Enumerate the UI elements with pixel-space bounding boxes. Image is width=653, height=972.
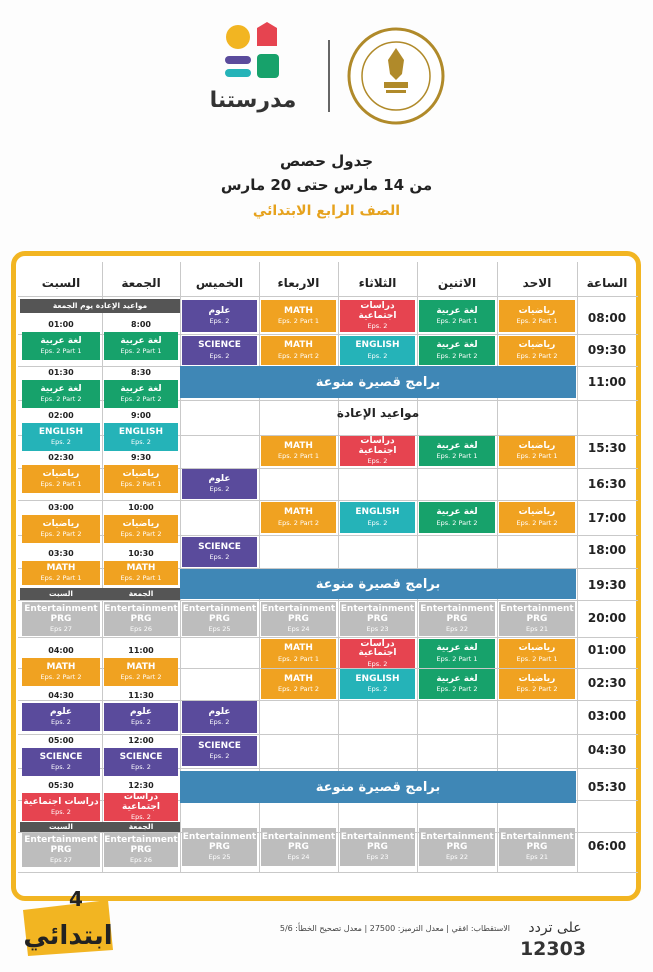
cell-episode: Eps. 2 Part 1 xyxy=(436,452,478,461)
cell-title: SCIENCE xyxy=(119,751,163,762)
cell-title: MATH xyxy=(126,661,156,672)
schedule-cell xyxy=(182,336,257,365)
entertainment-cell xyxy=(104,602,178,636)
grade-badge xyxy=(18,880,118,960)
cell-episode: Eps. 2 xyxy=(367,685,388,694)
schedule-cell xyxy=(499,300,575,332)
cell-episode: Eps 21 xyxy=(526,853,548,862)
cell-episode: Eps. 2 Part 2 xyxy=(278,351,319,360)
time-label: 01:00 xyxy=(587,643,627,657)
cell-episode: Eps. 2 Part 1 xyxy=(278,317,319,326)
cell-title: علوم xyxy=(208,706,231,717)
schedule-cell xyxy=(499,502,575,533)
cell-title: رياضيات xyxy=(518,507,556,518)
time-label: 06:00 xyxy=(587,839,627,853)
friday-bar: الجمعة xyxy=(102,822,180,832)
cell-episode: Eps 23 xyxy=(366,625,389,634)
replay-time: 03:30 xyxy=(48,549,74,558)
replay-time: 9:30 xyxy=(131,453,151,462)
column-header: الثلاثاء xyxy=(358,276,397,290)
cell-episode: Eps 23 xyxy=(366,853,389,862)
cell-title: ENGLISH xyxy=(38,426,84,437)
column-header: الساعة xyxy=(586,276,628,290)
schedule-cell xyxy=(104,658,178,686)
cell-episode: Eps. 2 Part 1 xyxy=(516,654,558,663)
schedule-cell xyxy=(419,436,495,466)
broadcast-info: الاستقطاب: افقي | معدل الترميز: 27500 | معدل تصحيح الخطأ: 5/6 xyxy=(279,924,510,933)
time-label: 20:00 xyxy=(587,611,627,625)
cell-episode: Eps. 2 Part 1 xyxy=(516,452,558,461)
cell-episode: Eps. 2 Part 2 xyxy=(436,685,478,694)
cell-episode: Eps. 2 xyxy=(131,763,151,772)
schedule-cell xyxy=(182,300,257,332)
replay-time: 11:00 xyxy=(128,646,154,655)
cell-title: رياضيات xyxy=(518,440,556,451)
entertainment-cell xyxy=(499,602,575,636)
schedule-cell xyxy=(419,669,495,699)
cell-title: دراسات اجتماعية xyxy=(122,792,160,812)
cell-episode: Eps. 2 Part 1 xyxy=(120,574,162,583)
grid-line xyxy=(18,872,638,873)
entertainment-cell xyxy=(182,828,257,866)
cell-episode: Eps. 2 Part 1 xyxy=(516,317,558,326)
grid-line xyxy=(18,700,638,701)
grade-number: 4 xyxy=(69,887,83,911)
ministry-seal-icon xyxy=(346,26,446,126)
cell-title: Entertainment PRG xyxy=(24,835,98,855)
schedule-cell xyxy=(182,469,257,499)
grid-line xyxy=(18,500,638,501)
replay-time: 05:00 xyxy=(48,736,74,745)
cell-episode: Eps. 2 Part 1 xyxy=(436,654,478,663)
schedule-cell xyxy=(22,561,100,585)
cell-episode: Eps. 2 Part 2 xyxy=(278,518,319,527)
cell-title: MATH xyxy=(284,340,313,351)
cell-title: لغة عربية xyxy=(436,507,478,518)
cell-title: Entertainment PRG xyxy=(24,604,98,624)
cell-title: MATH xyxy=(126,562,156,573)
time-label: 11:00 xyxy=(587,375,627,389)
cell-episode: Eps. 2 Part 1 xyxy=(278,452,319,461)
short-programs-band: برامج قصيرة منوعة xyxy=(180,771,576,803)
schedule-cell xyxy=(419,300,495,332)
time-label: 02:30 xyxy=(587,676,627,690)
replay-time: 02:30 xyxy=(48,453,74,462)
cell-title: علوم xyxy=(129,706,153,717)
cell-title: علوم xyxy=(49,706,73,717)
cell-episode: Eps 26 xyxy=(130,625,152,634)
cell-episode: Eps. 2 Part 2 xyxy=(120,395,162,404)
cell-episode: Eps. 2 xyxy=(51,438,71,447)
cell-title: رياضيات xyxy=(42,468,80,479)
short-programs-band: برامج قصيرة منوعة xyxy=(180,569,576,599)
entertainment-cell xyxy=(340,602,415,636)
entertainment-cell xyxy=(182,602,257,636)
entertainment-cell xyxy=(22,833,100,867)
short-programs-band: برامج قصيرة منوعة xyxy=(180,366,576,398)
cell-episode: Eps. 2 Part 2 xyxy=(516,351,558,360)
cell-title: دراسات اجتماعية xyxy=(23,796,99,807)
schedule-cell xyxy=(104,748,178,776)
schedule-cell xyxy=(261,669,336,699)
schedule-cell xyxy=(340,436,415,466)
replay-time: 11:30 xyxy=(128,691,154,700)
schedule-cell xyxy=(104,561,178,585)
cell-episode: Eps. 2 Part 2 xyxy=(40,395,82,404)
replay-time: 02:00 xyxy=(48,411,74,420)
replay-time: 12:30 xyxy=(128,781,154,790)
cell-title: لغة عربية xyxy=(120,335,162,346)
schedule-cell xyxy=(340,669,415,699)
schedule-cell xyxy=(22,380,100,408)
cell-episode: Eps. 2 xyxy=(209,317,230,326)
cell-title: Entertainment PRG xyxy=(104,604,178,624)
cell-episode: Eps. 2 xyxy=(131,813,151,822)
cell-title: Entertainment PRG xyxy=(500,604,574,624)
time-label: 09:30 xyxy=(587,343,627,357)
time-label: 18:00 xyxy=(587,543,627,557)
schedule-cell xyxy=(22,423,100,451)
replay-label: مواعيد الإعادة xyxy=(336,406,420,420)
cell-title: Entertainment PRG xyxy=(182,604,257,624)
schedule-cell xyxy=(104,380,178,408)
schedule-cell xyxy=(419,639,495,668)
cell-title: لغة عربية xyxy=(40,335,82,346)
schedule-cell xyxy=(104,793,178,821)
cell-episode: Eps. 2 xyxy=(209,553,230,562)
replay-time: 04:30 xyxy=(48,691,74,700)
schedule-cell xyxy=(340,336,415,365)
replay-friday-bar: مواعيد الإعادة يوم الجمعة xyxy=(20,299,180,313)
column-header: الاثنين xyxy=(437,276,477,290)
column-header: الخميس xyxy=(195,276,244,290)
date-range: من 14 مارس حتى 20 مارس xyxy=(220,176,433,194)
cell-episode: Eps. 2 Part 2 xyxy=(516,518,558,527)
cell-episode: Eps 27 xyxy=(50,625,72,634)
schedule-cell xyxy=(340,639,415,668)
cell-title: رياضيات xyxy=(518,643,556,654)
cell-title: Entertainment PRG xyxy=(420,832,494,852)
cell-episode: Eps 24 xyxy=(287,853,310,862)
cell-title: دراسات اجتماعية xyxy=(358,436,397,456)
schedule-cell xyxy=(261,300,336,332)
column-header: الاربعاء xyxy=(277,276,320,290)
cell-title: ENGLISH xyxy=(355,507,400,518)
cell-episode: Eps. 2 Part 1 xyxy=(40,574,82,583)
cell-title: دراسات اجتماعية xyxy=(358,638,397,659)
cell-title: رياضيات xyxy=(518,673,556,684)
grid-line xyxy=(18,637,638,638)
header-divider xyxy=(328,40,330,112)
cell-episode: Eps. 2 xyxy=(131,718,151,727)
entertainment-cell xyxy=(104,833,178,867)
cell-title: Entertainment PRG xyxy=(104,835,178,855)
entertainment-cell xyxy=(419,828,495,866)
cell-title: لغة عربية xyxy=(436,673,478,684)
time-label: 03:00 xyxy=(587,709,627,723)
cell-title: علوم xyxy=(208,305,231,316)
cell-episode: Eps. 2 xyxy=(51,763,71,772)
cell-title: MATH xyxy=(46,661,76,672)
cell-title: ENGLISH xyxy=(118,426,164,437)
cell-episode: Eps. 2 xyxy=(209,485,230,494)
schedule-cell xyxy=(499,669,575,699)
cell-episode: Eps. 2 Part 1 xyxy=(278,654,319,663)
cell-episode: Eps. 2 Part 1 xyxy=(120,347,162,356)
cell-title: لغة عربية xyxy=(436,340,478,351)
schedule-cell xyxy=(499,639,575,668)
entertainment-cell xyxy=(22,602,100,636)
cell-title: MATH xyxy=(284,440,313,451)
replay-time: 9:00 xyxy=(131,411,151,420)
cell-title: Entertainment PRG xyxy=(182,832,257,852)
cell-title: علوم xyxy=(208,473,231,484)
cell-episode: Eps. 2 Part 2 xyxy=(120,673,162,682)
cell-episode: Eps. 2 xyxy=(367,351,388,360)
cell-title: Entertainment PRG xyxy=(261,604,336,624)
schedule-cell xyxy=(22,793,100,821)
cell-title: دراسات اجتماعية xyxy=(358,301,397,321)
cell-episode: Eps. 2 xyxy=(367,659,388,668)
replay-time: 10:00 xyxy=(128,503,154,512)
schedule-cell xyxy=(22,515,100,543)
column-header: السبت xyxy=(41,276,81,290)
cell-title: MATH xyxy=(284,673,313,684)
schedule-cell xyxy=(261,436,336,466)
cell-title: رياضيات xyxy=(518,305,556,316)
schedule-cell xyxy=(22,658,100,686)
schedule-cell xyxy=(261,639,336,668)
cell-title: Entertainment PRG xyxy=(340,604,415,624)
grid-line xyxy=(18,734,638,735)
replay-time: 8:30 xyxy=(131,368,151,377)
cell-title: ENGLISH xyxy=(355,673,400,684)
grid-line xyxy=(18,296,638,297)
saturday-bar: السبت xyxy=(20,588,102,600)
cell-episode: Eps. 2 xyxy=(131,438,151,447)
schedule-cell xyxy=(182,701,257,733)
replay-time: 04:00 xyxy=(48,646,74,655)
cell-title: Entertainment PRG xyxy=(420,604,494,624)
cell-title: رياضيات xyxy=(122,468,160,479)
cell-episode: Eps. 2 Part 1 xyxy=(40,480,82,489)
cell-episode: Eps. 2 Part 1 xyxy=(120,480,162,489)
time-label: 19:30 xyxy=(587,578,627,592)
replay-time: 01:00 xyxy=(48,320,74,329)
entertainment-cell xyxy=(499,828,575,866)
cell-episode: Eps. 2 xyxy=(367,518,388,527)
cell-title: لغة عربية xyxy=(436,643,478,654)
frequency-number: 12303 xyxy=(519,938,587,960)
replay-time: 12:00 xyxy=(128,736,154,745)
cell-title: SCIENCE xyxy=(39,751,83,762)
schedule-cell xyxy=(104,332,178,360)
cell-episode: Eps. 2 Part 1 xyxy=(40,347,82,356)
cell-title: MATH xyxy=(284,507,313,518)
grid-line xyxy=(18,600,638,601)
cell-episode: Eps. 2 Part 2 xyxy=(40,530,82,539)
column-header: الجمعة xyxy=(121,276,161,290)
cell-episode: Eps. 2 Part 2 xyxy=(40,673,82,682)
entertainment-cell xyxy=(261,602,336,636)
schedule-cell xyxy=(22,465,100,493)
cell-title: رياضيات xyxy=(42,518,80,529)
grade-badge-text: ابتدائي xyxy=(23,921,113,951)
brand-name: مدرستنا xyxy=(209,88,297,113)
cell-episode: Eps 27 xyxy=(50,856,72,865)
column-header: الاحد xyxy=(522,276,552,290)
cell-episode: Eps 22 xyxy=(446,853,468,862)
cell-title: لغة عربية xyxy=(436,440,478,451)
cell-episode: Eps. 2 Part 2 xyxy=(278,685,319,694)
schedule-cell xyxy=(22,332,100,360)
time-label: 15:30 xyxy=(587,441,627,455)
time-label: 08:00 xyxy=(587,311,627,325)
cell-episode: Eps. 2 xyxy=(367,322,388,331)
schedule-cell xyxy=(419,336,495,365)
replay-time: 05:30 xyxy=(48,781,74,790)
time-label: 16:30 xyxy=(587,477,627,491)
schedule-cell xyxy=(104,703,178,731)
schedule-title: جدول حصص xyxy=(279,152,374,170)
cell-episode: Eps 25 xyxy=(208,625,231,634)
entertainment-cell xyxy=(261,828,336,866)
cell-episode: Eps. 2 Part 2 xyxy=(120,530,162,539)
schedule-cell xyxy=(499,336,575,365)
cell-episode: Eps. 2 Part 2 xyxy=(436,518,478,527)
schedule-cell xyxy=(104,423,178,451)
cell-title: رياضيات xyxy=(518,340,556,351)
replay-time: 8:00 xyxy=(131,320,151,329)
time-label: 05:30 xyxy=(587,780,627,794)
schedule-cell xyxy=(419,502,495,533)
cell-title: MATH xyxy=(284,305,313,316)
cell-title: SCIENCE xyxy=(198,541,241,552)
frequency-label: على تردد xyxy=(528,920,582,936)
cell-title: Entertainment PRG xyxy=(340,832,415,852)
cell-episode: Eps. 2 xyxy=(209,351,230,360)
cell-episode: Eps. 2 xyxy=(51,808,71,817)
replay-time: 10:30 xyxy=(128,549,154,558)
cell-title: Entertainment PRG xyxy=(500,832,574,852)
cell-title: MATH xyxy=(46,562,76,573)
cell-title: لغة عربية xyxy=(40,383,82,394)
cell-episode: Eps 25 xyxy=(208,853,231,862)
time-label: 04:30 xyxy=(587,743,627,757)
cell-episode: Eps 22 xyxy=(446,625,468,634)
cell-episode: Eps. 2 Part 2 xyxy=(436,351,478,360)
cell-episode: Eps. 2 xyxy=(51,718,71,727)
replay-time: 01:30 xyxy=(48,368,74,377)
cell-episode: Eps 26 xyxy=(130,856,152,865)
cell-episode: Eps 21 xyxy=(526,625,548,634)
cell-title: لغة عربية xyxy=(120,383,162,394)
entertainment-cell xyxy=(419,602,495,636)
cell-episode: Eps. 2 xyxy=(209,718,230,727)
madrasatna-logo xyxy=(205,22,305,122)
schedule-cell xyxy=(22,748,100,776)
schedule-cell xyxy=(22,703,100,731)
schedule-cell xyxy=(104,515,178,543)
cell-title: رياضيات xyxy=(122,518,160,529)
cell-title: ENGLISH xyxy=(355,340,400,351)
cell-title: Entertainment PRG xyxy=(261,832,336,852)
schedule-cell xyxy=(340,300,415,332)
cell-episode: Eps 24 xyxy=(287,625,310,634)
schedule-cell xyxy=(104,465,178,493)
cell-episode: Eps. 2 Part 2 xyxy=(516,685,558,694)
cell-episode: Eps. 2 xyxy=(209,752,230,761)
friday-bar: الجمعة xyxy=(102,588,180,600)
replay-time: 03:00 xyxy=(48,503,74,512)
grade-title: الصف الرابع الابتدائي xyxy=(252,203,401,219)
schedule-cell xyxy=(261,336,336,365)
entertainment-cell xyxy=(340,828,415,866)
cell-title: SCIENCE xyxy=(198,340,241,351)
cell-episode: Eps. 2 xyxy=(367,457,388,466)
cell-title: MATH xyxy=(284,643,313,654)
time-label: 17:00 xyxy=(587,511,627,525)
schedule-cell xyxy=(499,436,575,466)
cell-title: SCIENCE xyxy=(198,740,241,751)
schedule-cell xyxy=(261,502,336,533)
schedule-cell xyxy=(182,537,257,567)
schedule-cell xyxy=(182,736,257,766)
schedule-cell xyxy=(340,502,415,533)
cell-title: لغة عربية xyxy=(436,305,478,316)
cell-episode: Eps. 2 Part 1 xyxy=(436,317,478,326)
saturday-bar: السبت xyxy=(20,822,102,832)
